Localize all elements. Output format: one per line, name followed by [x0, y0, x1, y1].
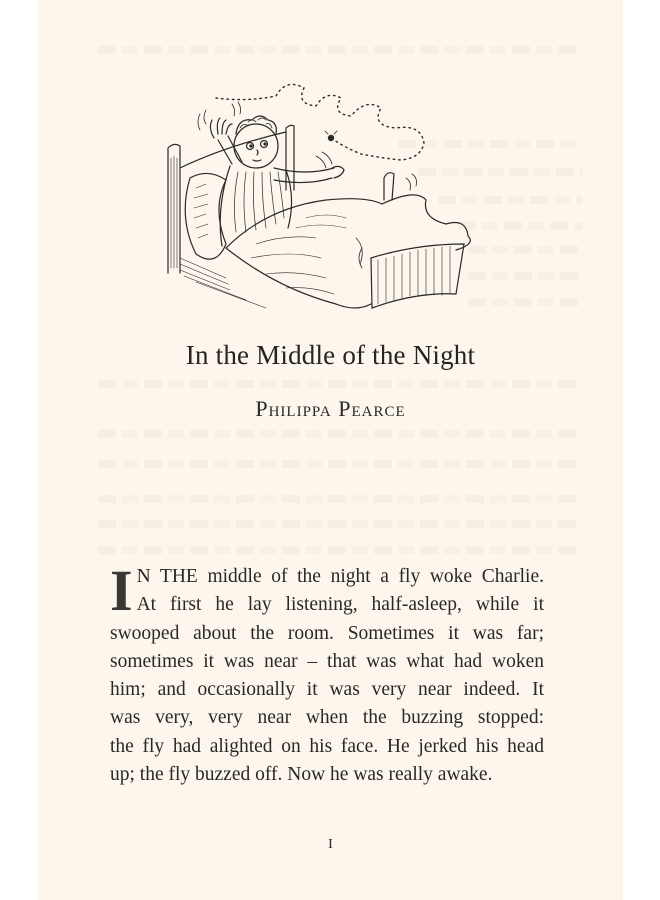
text-line: was very, very near when the buzzing stopped:: [110, 707, 544, 729]
show-through-line: [98, 495, 583, 503]
show-through-line: [98, 460, 583, 468]
show-through-line: [98, 546, 583, 554]
chapter-author: Philippa Pearce: [255, 396, 406, 421]
text-line: N THE middle of the night a fly woke Charlie.: [136, 566, 544, 587]
boy-in-bed-with-fly-illustration: [156, 68, 496, 318]
show-through-line: [98, 380, 583, 388]
show-through-line: [98, 430, 583, 438]
text-line: the fly had alighted on his face. He jerked his head: [110, 735, 544, 757]
text-line: At first he lay listening, half-asleep, while it: [136, 594, 544, 616]
text-line: him; and occasionally it was very near indeed. It: [110, 679, 544, 701]
show-through-line: [98, 46, 583, 54]
chapter-title: In the Middle of the Night: [185, 340, 476, 370]
text-line: swooped about the room. Sometimes it was far;: [110, 622, 544, 644]
text-line: up; the fly buzzed off. Now he was really awake.: [110, 764, 493, 786]
chapter-opening-paragraph: [110, 558, 544, 789]
page-number: I: [328, 837, 333, 852]
book-page: [38, 0, 623, 900]
drop-cap: I: [110, 558, 133, 623]
text-line: sometimes it was near – that was what had woken: [110, 650, 544, 672]
show-through-line: [98, 520, 583, 528]
